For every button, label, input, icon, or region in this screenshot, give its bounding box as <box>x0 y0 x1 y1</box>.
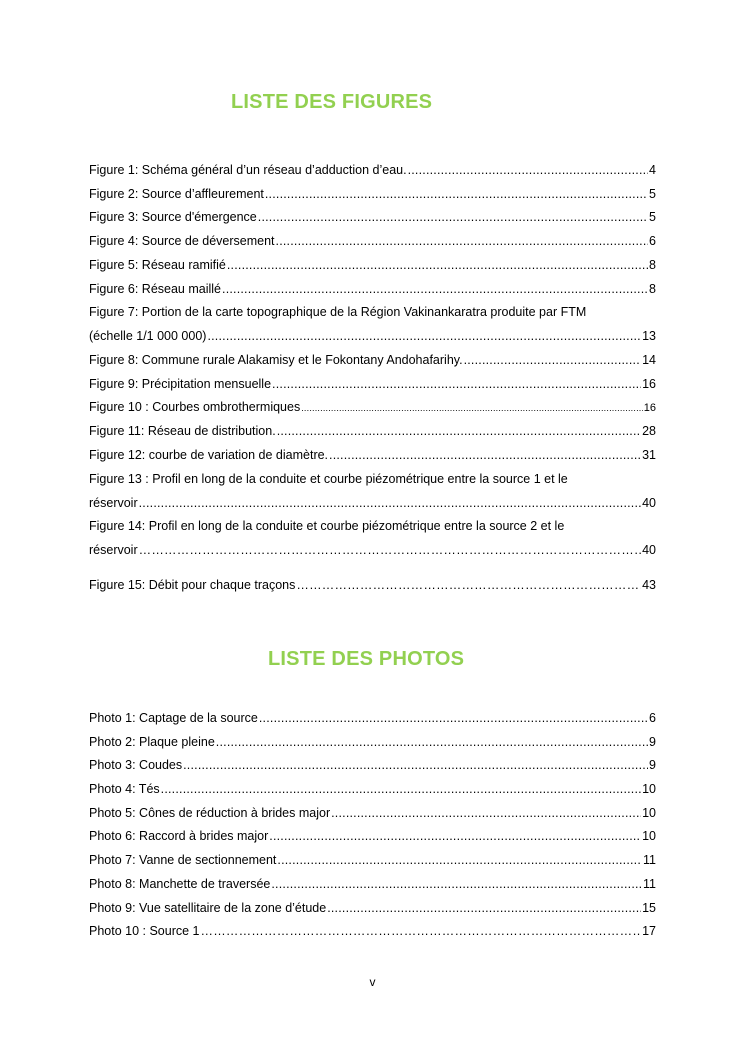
figure-entry-7-line-2[interactable] <box>89 328 656 344</box>
photo-entry-6[interactable] <box>89 828 656 844</box>
figure-entry-7-line-1[interactable] <box>89 304 656 320</box>
photo-entry-10[interactable] <box>89 923 656 939</box>
figure-entry-9[interactable] <box>89 376 656 392</box>
entry-page: 11 <box>643 853 656 867</box>
entry-page: 9 <box>649 735 656 749</box>
figure-entry-5[interactable] <box>89 257 656 273</box>
figure-entry-12[interactable] <box>89 447 656 463</box>
entry-title: Photo 8: Manchette de traversée <box>89 877 271 891</box>
entry-page: 9 <box>649 758 656 772</box>
figure-entry-2[interactable] <box>89 186 656 202</box>
entry-page: 8 <box>649 282 656 296</box>
entry-page: 10 <box>642 806 656 820</box>
figure-entry-3[interactable] <box>89 209 656 225</box>
entry-page: 6 <box>649 711 656 725</box>
entry-page: 40 <box>642 496 656 510</box>
entry-page: 5 <box>649 210 656 224</box>
entry-title: Figure 8: Commune rurale Alakamisy et le Fokontany Andohafarihy. <box>89 353 463 367</box>
entry-page: 15 <box>642 901 656 915</box>
entry-page: 31 <box>642 448 656 462</box>
photos-heading: LISTE DES PHOTOS <box>268 648 465 670</box>
entry-page: 16 <box>642 377 656 391</box>
entry-title: Figure 10 : Courbes ombrothermiques <box>89 400 301 414</box>
entry-page: 11 <box>643 877 656 891</box>
entry-title: Figure 12: courbe de variation de diamètre. <box>89 448 329 462</box>
entry-page: 16 <box>643 402 656 414</box>
figure-entry-10[interactable] <box>89 399 656 415</box>
figure-entry-8[interactable] <box>89 352 656 368</box>
entry-title: Figure 1: Schéma général d’un réseau d’adduction d’eau. <box>89 163 407 177</box>
figure-entry-1[interactable] <box>89 162 656 178</box>
entry-title: Figure 2: Source d’affleurement <box>89 187 264 201</box>
figure-entry-13-line-1[interactable] <box>89 471 656 487</box>
entry-title: Figure 5: Réseau ramifié <box>89 258 226 272</box>
page-number: v <box>369 975 376 989</box>
entry-page: 8 <box>649 258 656 272</box>
entry-title: Figure 7: Portion de la carte topographique de la Région Vakinankaratra produite par FTM <box>89 305 587 319</box>
entry-page: 13 <box>642 329 656 343</box>
entry-page: 40 <box>642 543 656 557</box>
entry-title-continued: (échelle 1/1 000 000) <box>89 329 207 343</box>
figure-entry-15[interactable] <box>89 577 656 593</box>
entry-title: Photo 7: Vanne de sectionnement <box>89 853 277 867</box>
entry-title: Figure 4: Source de déversement <box>89 234 275 248</box>
photo-entry-1[interactable] <box>89 710 656 726</box>
entry-title: Photo 9: Vue satellitaire de la zone d’étude <box>89 901 327 915</box>
entry-title: Figure 9: Précipitation mensuelle <box>89 377 272 391</box>
photo-entry-3[interactable] <box>89 757 656 773</box>
figure-entry-14-line-1[interactable] <box>89 518 656 534</box>
photo-entry-4[interactable] <box>89 781 656 797</box>
entry-title: Photo 4: Tés <box>89 782 160 796</box>
photo-entry-5[interactable] <box>89 805 656 821</box>
figure-entry-11[interactable] <box>89 423 656 439</box>
photo-entry-8[interactable] <box>89 876 656 892</box>
entry-title: Photo 10 : Source 1 <box>89 924 200 938</box>
entry-title-continued: réservoir <box>89 496 138 510</box>
entry-page: 28 <box>642 424 656 438</box>
entry-title-continued: réservoir <box>89 543 138 557</box>
photo-entry-7[interactable] <box>89 852 656 868</box>
entry-page: 6 <box>649 234 656 248</box>
entry-title: Figure 6: Réseau maillé <box>89 282 222 296</box>
entry-title: Figure 3: Source d'émergence <box>89 210 257 224</box>
entry-title: Photo 2: Plaque pleine <box>89 735 215 749</box>
entry-title: Photo 1: Captage de la source <box>89 711 258 725</box>
entry-page: 5 <box>649 187 656 201</box>
entry-page: 43 <box>642 578 656 592</box>
figure-entry-13-line-2[interactable] <box>89 495 656 511</box>
entry-page: 14 <box>642 353 656 367</box>
entry-title: Photo 5: Cônes de réduction à brides major <box>89 806 331 820</box>
entry-page: 10 <box>642 829 656 843</box>
figures-heading: LISTE DES FIGURES <box>231 91 433 113</box>
entry-page: 17 <box>642 924 656 938</box>
entry-title: Figure 11: Réseau de distribution. <box>89 424 276 438</box>
entry-title: Figure 15: Débit pour chaque traçons <box>89 578 296 592</box>
figure-entry-4[interactable] <box>89 233 656 249</box>
entry-title: Photo 3: Coudes <box>89 758 183 772</box>
figure-entry-14-line-2[interactable] <box>89 542 656 558</box>
figure-entry-6[interactable] <box>89 281 656 297</box>
photo-entry-9[interactable] <box>89 900 656 916</box>
entry-title: Figure 13 : Profil en long de la conduite et courbe piézométrique entre la source 1 et le <box>89 472 568 486</box>
entry-title: Photo 6: Raccord à brides major <box>89 829 269 843</box>
entry-title: Figure 14: Profil en long de la conduite et courbe piézométrique entre la source 2 et le <box>89 519 565 533</box>
entry-page: 10 <box>642 782 656 796</box>
entry-page: 4 <box>649 163 656 177</box>
photo-entry-2[interactable] <box>89 734 656 750</box>
